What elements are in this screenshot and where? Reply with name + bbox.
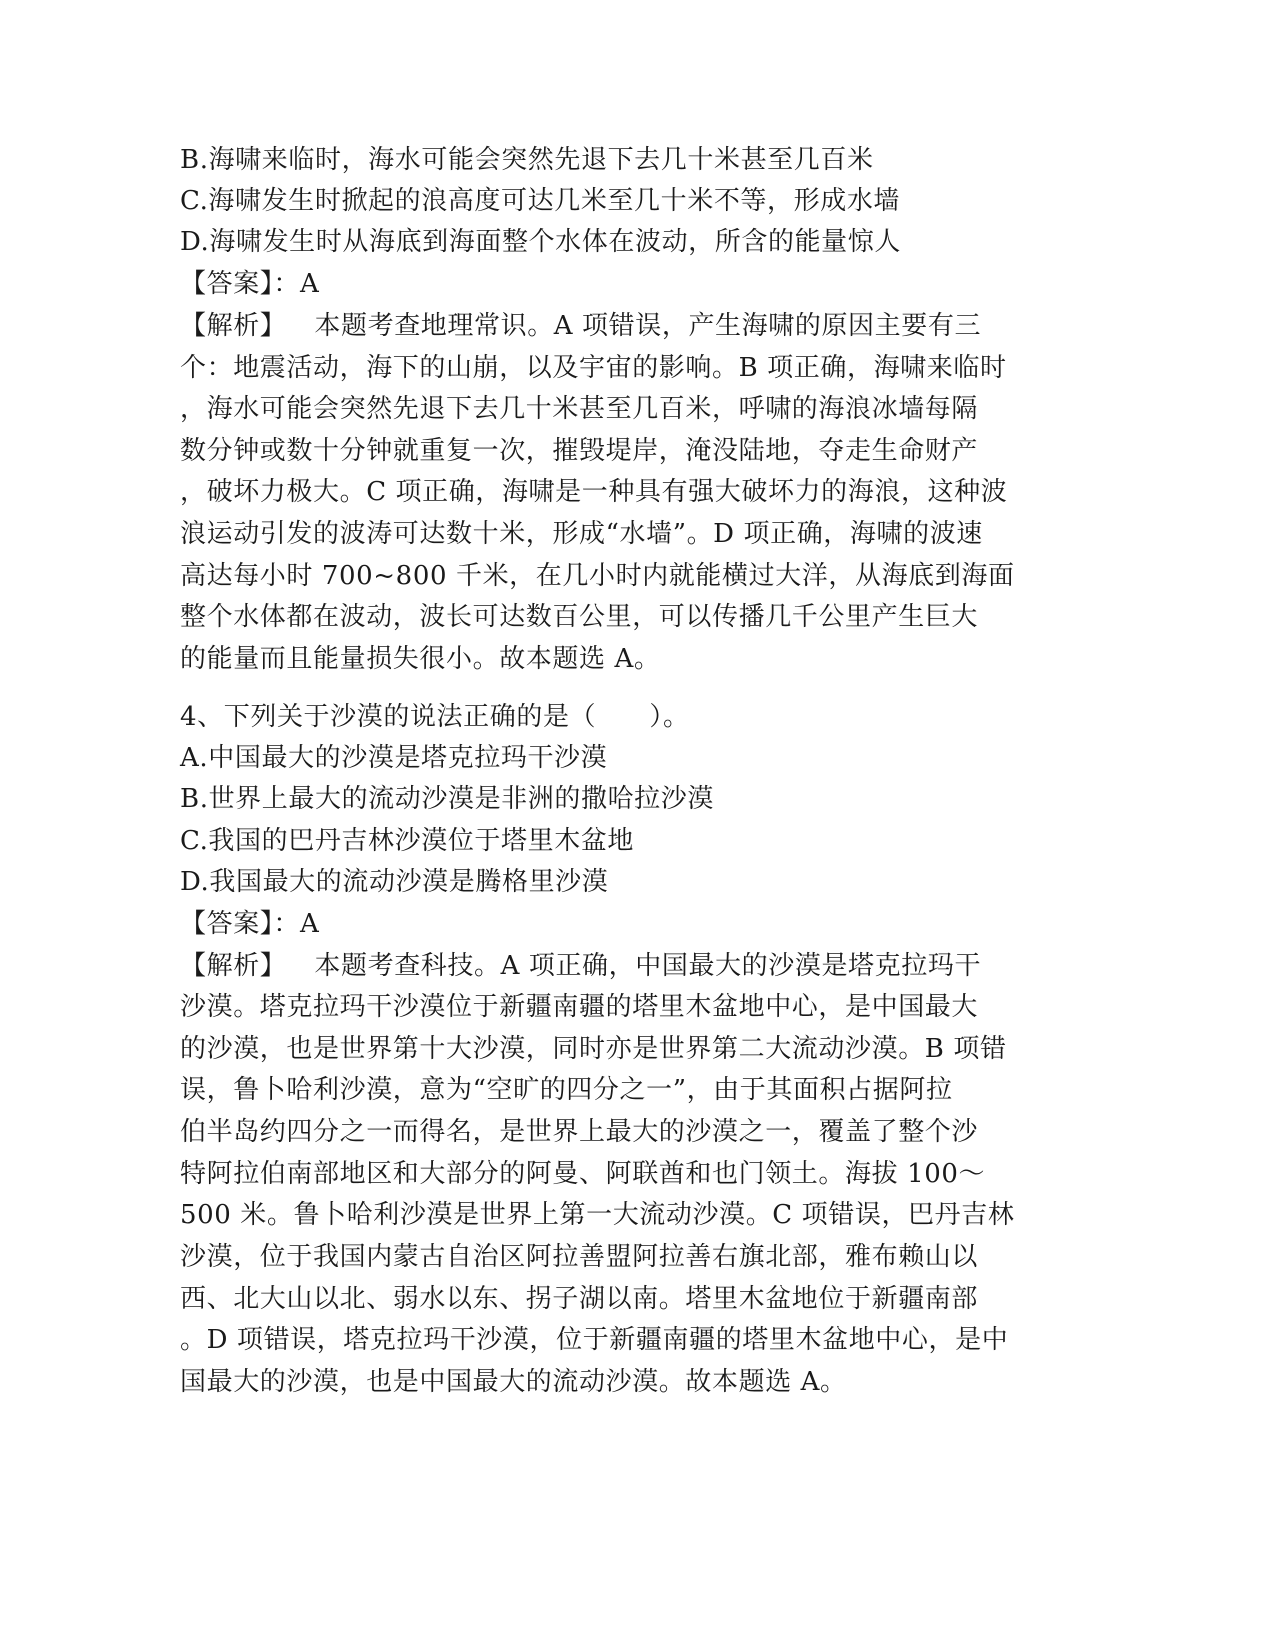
q4-analysis-line: 沙漠，位于我国内蒙古自治区阿拉善盟阿拉善右旗北部，雅布赖山以 bbox=[180, 1242, 979, 1272]
q4-analysis-text: 本题考查科技。A 项正确，中国最大的沙漠是塔克拉玛干 bbox=[314, 951, 982, 981]
q4-analysis-line: 西、北大山以北、弱水以东、拐子湖以南。塔里木盆地位于新疆南部 bbox=[180, 1284, 979, 1314]
q3-answer bbox=[180, 264, 1040, 306]
q4-option-c: C.我国的巴丹吉林沙漠位于塔里木盆地 bbox=[180, 826, 635, 856]
q4-answer-value: A bbox=[300, 909, 320, 939]
q4-option-a: A.中国最大的沙漠是塔克拉玛干沙漠 bbox=[180, 743, 608, 773]
q4-option-d: D.我国最大的流动沙漠是腾格里沙漠 bbox=[180, 867, 609, 897]
q4-stem: 4、下列关于沙漠的说法正确的是（ ）。 bbox=[180, 702, 690, 732]
q4-analysis-line: 误，鲁卜哈利沙漠，意为“空旷的四分之一”，由于其面积占据阿拉 bbox=[180, 1075, 953, 1105]
q4-analysis-line: 国最大的沙漠，也是中国最大的流动沙漠。故本题选 A。 bbox=[180, 1367, 847, 1397]
q3-analysis-line: 的能量而且能量损失很小。故本题选 A。 bbox=[180, 644, 661, 674]
q4-answer bbox=[180, 904, 1040, 946]
q4-analysis-line: 伯半岛约四分之一而得名，是世界上最大的沙漠之一，覆盖了整个沙 bbox=[180, 1117, 979, 1147]
q3-analysis-line: 浪运动引发的波涛可达数十米，形成“水墙”。D 项正确，海啸的波速 bbox=[180, 519, 983, 549]
q3-option-c: C.海啸发生时掀起的浪高度可达几米至几十米不等，形成水墙 bbox=[180, 186, 901, 216]
q4-analysis-line: 的沙漠，也是世界第十大沙漠，同时亦是世界第二大流动沙漠。B 项错 bbox=[180, 1034, 1007, 1064]
q3-analysis-text: 本题考查地理常识。A 项错误，产生海啸的原因主要有三 bbox=[314, 311, 982, 341]
q3-answer-label: 【答案】： bbox=[180, 269, 301, 299]
q4-option-b: B.世界上最大的流动沙漠是非洲的撒哈拉沙漠 bbox=[180, 784, 714, 814]
q3-option-d: D.海啸发生时从海底到海面整个水体在波动，所含的能量惊人 bbox=[180, 227, 901, 257]
q3-option-b: B.海啸来临时，海水可能会突然先退下去几十米甚至几百米 bbox=[180, 145, 874, 175]
q3-analysis-line: 整个水体都在波动，波长可达数百公里，可以传播几千公里产生巨大 bbox=[180, 602, 979, 632]
q3-analysis-line: ，海水可能会突然先退下去几十米甚至几百米，呼啸的海浪冰墙每隔 bbox=[180, 394, 979, 424]
q3-analysis-line: 个：地震活动，海下的山崩，以及宇宙的影响。B 项正确，海啸来临时 bbox=[180, 353, 1007, 383]
q3-analysis-label: 【解析】 bbox=[180, 311, 287, 341]
q4-analysis-line: 沙漠。塔克拉玛干沙漠位于新疆南疆的塔里木盆地中心，是中国最大 bbox=[180, 992, 979, 1022]
q4-analysis-line: 特阿拉伯南部地区和大部分的阿曼、阿联酋和也门领土。海拔 100～ bbox=[180, 1159, 986, 1189]
q3-analysis-line: 数分钟或数十分钟就重复一次，摧毁堤岸，淹没陆地，夺走生命财产 bbox=[180, 436, 979, 466]
q3-analysis-line bbox=[180, 306, 1040, 348]
q3-analysis-line: ，破坏力极大。C 项正确，海啸是一种具有强大破坏力的海浪，这种波 bbox=[180, 477, 1008, 507]
q3-analysis-line: 高达每小时 700~800 千米，在几小时内就能横过大洋，从海底到海面 bbox=[180, 561, 1015, 591]
q4-analysis-line: 500 米。鲁卜哈利沙漠是世界上第一大流动沙漠。C 项错误，巴丹吉林 bbox=[180, 1200, 1015, 1230]
q4-analysis-line: 。D 项错误，塔克拉玛干沙漠，位于新疆南疆的塔里木盆地中心，是中 bbox=[180, 1325, 1009, 1355]
q4-analysis-label: 【解析】 bbox=[180, 951, 287, 981]
q3-answer-value: A bbox=[300, 269, 320, 299]
q4-analysis-line bbox=[180, 946, 1040, 988]
q4-answer-label: 【答案】： bbox=[180, 909, 301, 939]
